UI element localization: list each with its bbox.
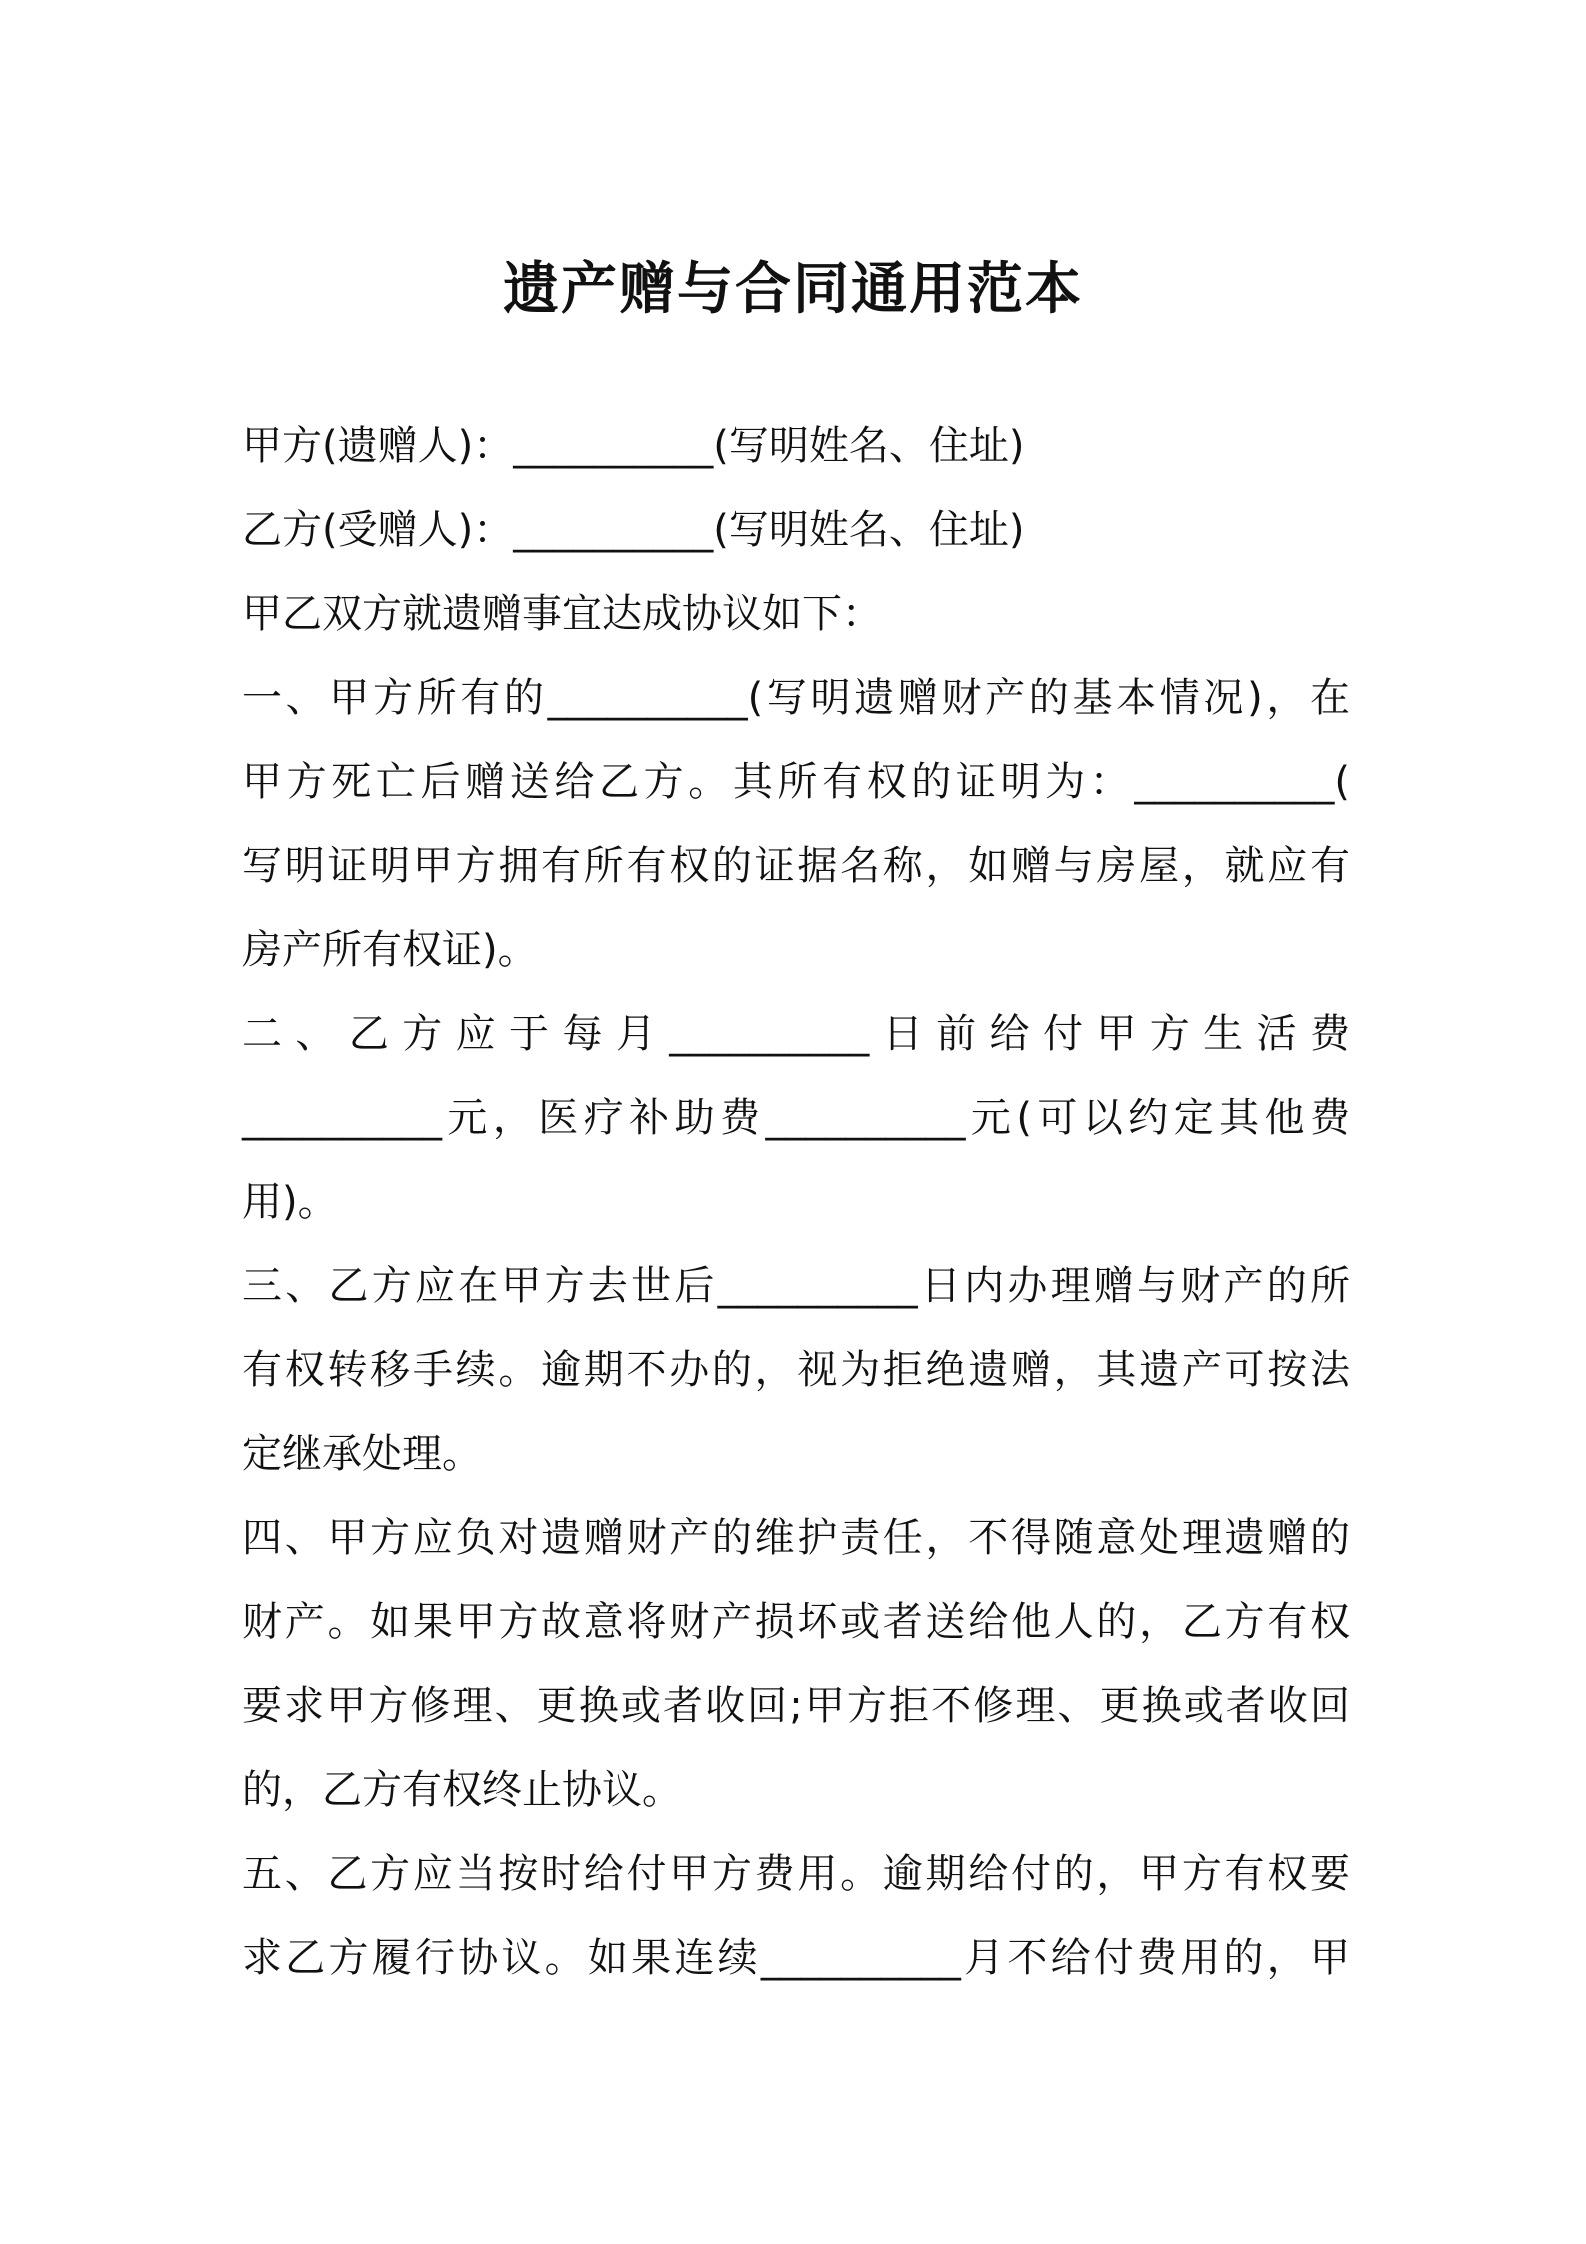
clause-3-line-2: 有权转移手续。逾期不办的，视为拒绝遗赠，其遗产可按法 <box>242 1347 1350 1393</box>
clause-4-line-1: 四、甲方应负对遗赠财产的维护责任，不得随意处理遗赠的 <box>242 1515 1350 1561</box>
clause-1-line-3: 写明证明甲方拥有所有权的证据名称，如赠与房屋，就应有 <box>242 843 1350 889</box>
clause-3-line-1: 三、乙方应在甲方去世后__________日内办理赠与财产的所 <box>242 1263 1350 1309</box>
clause-3-line-3: 定继承处理。 <box>242 1431 482 1477</box>
party-a-line: 甲方(遗赠人)：__________(写明姓名、住址) <box>242 423 1025 469</box>
clause-1-line-4: 房产所有权证)。 <box>242 927 538 973</box>
document-title: 遗产赠与合同通用范本 <box>503 257 1083 322</box>
party-b-line: 乙方(受赠人)：__________(写明姓名、住址) <box>242 507 1025 553</box>
clause-2-line-3: 用)。 <box>242 1179 338 1225</box>
clause-1-line-1: 一、甲方所有的__________(写明遗赠财产的基本情况)，在 <box>242 675 1350 721</box>
agreement-intro: 甲乙双方就遗赠事宜达成协议如下： <box>242 591 882 637</box>
clause-1-line-2: 甲方死亡后赠送给乙方。其所有权的证明为：__________( <box>242 759 1350 805</box>
clause-2-line-2: __________元，医疗补助费__________元(可以约定其他费 <box>242 1095 1350 1141</box>
clause-2-line-1: 二、乙方应于每月__________日前给付甲方生活费 <box>242 1011 1350 1057</box>
clause-4-line-3: 要求甲方修理、更换或者收回;甲方拒不修理、更换或者收回 <box>242 1683 1350 1729</box>
clause-4-line-2: 财产。如果甲方故意将财产损坏或者送给他人的，乙方有权 <box>242 1599 1350 1645</box>
document-body <box>242 404 1350 2000</box>
clause-5-line-1: 五、乙方应当按时给付甲方费用。逾期给付的，甲方有权要 <box>242 1851 1350 1897</box>
clause-4-line-4: 的，乙方有权终止协议。 <box>242 1767 682 1813</box>
clause-5-line-2: 求乙方履行协议。如果连续__________月不给付费用的，甲 <box>242 1935 1350 1981</box>
